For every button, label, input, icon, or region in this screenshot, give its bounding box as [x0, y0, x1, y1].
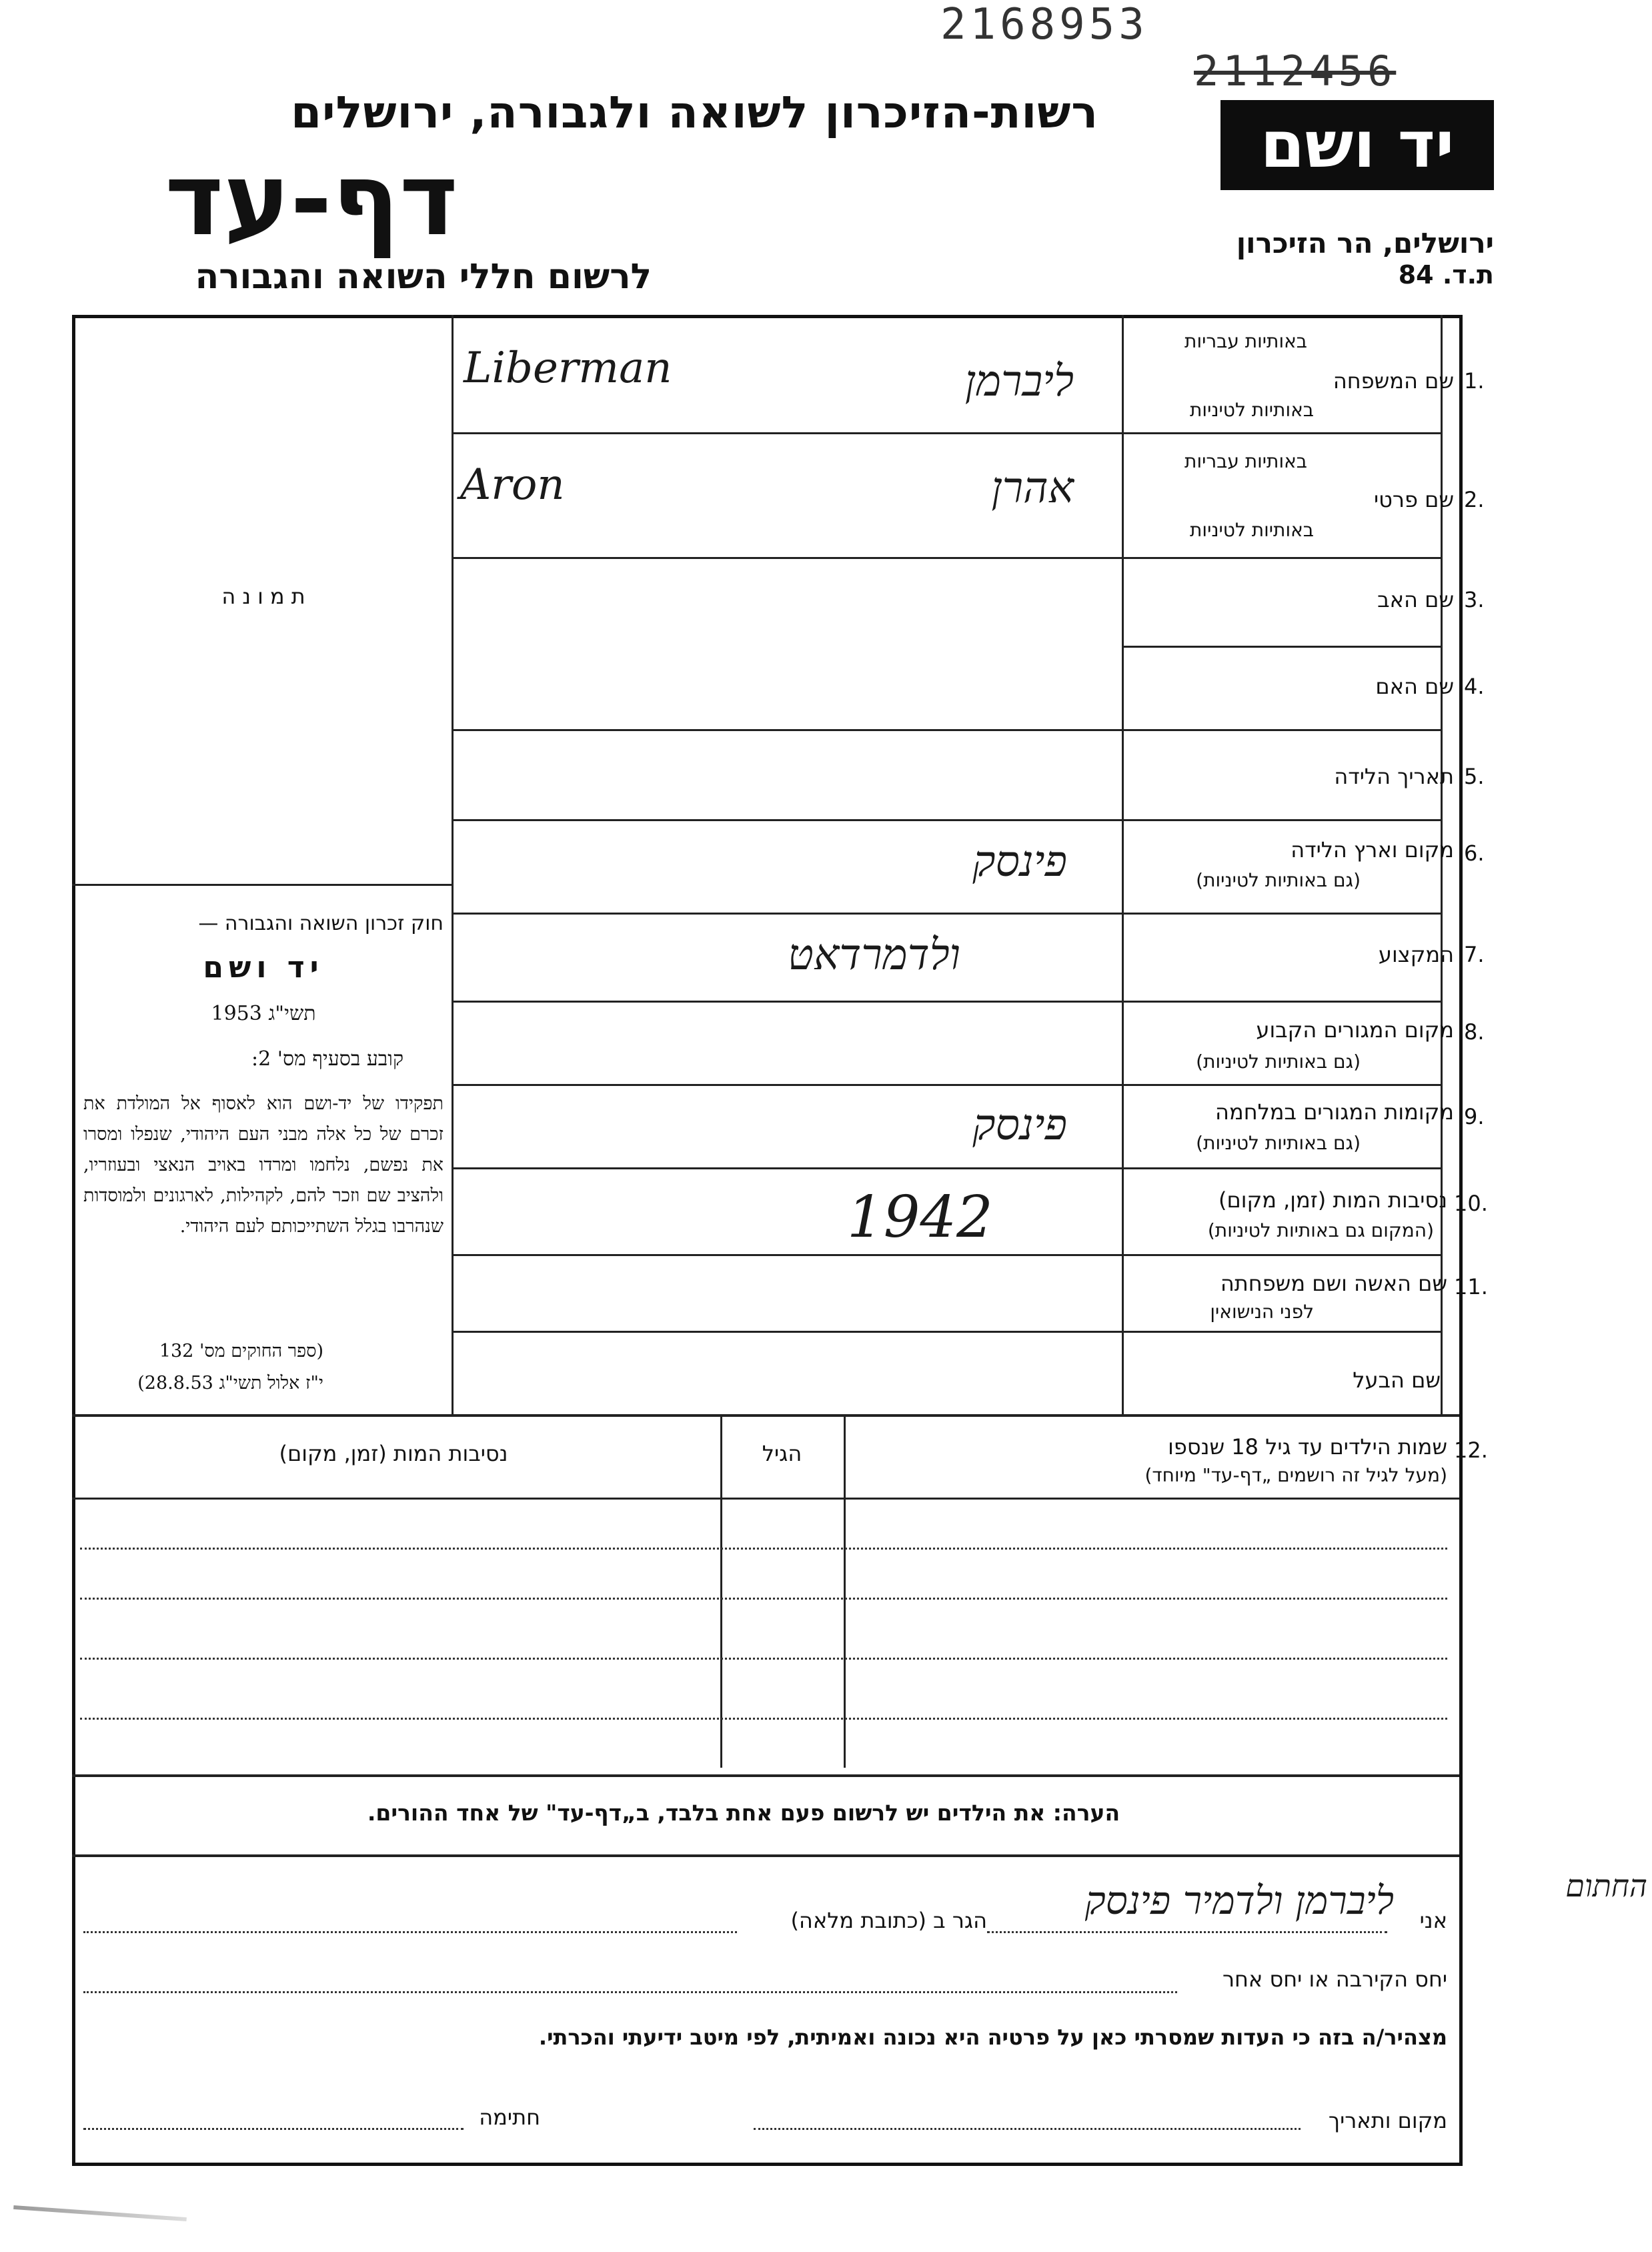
hw-surname-hebrew: ליברמן [964, 357, 1074, 406]
remark-text: הערה: את הילדים יש לרשום פעם אחת בלבד, ב„דף-עד" של אחד ההורים. [367, 1800, 1120, 1826]
place-date-label: מקום ותאריך [1328, 2108, 1447, 2133]
section-divider [72, 1414, 1459, 1417]
field-5-label: תאריך הלידה [1334, 764, 1454, 789]
field-11-note: לפני הנישואין [1210, 1301, 1314, 1323]
row-line [452, 1331, 1442, 1333]
field-4-number: 4. [1464, 674, 1485, 699]
field-8-note: (גם באותיות לטיניות) [1196, 1051, 1361, 1073]
photo-label: תמונה [221, 584, 312, 609]
declaration-residing-label: הגר ב (כתובת מלאה) [790, 1908, 987, 1933]
field-1-number: 1. [1464, 368, 1485, 394]
hw-death-year: 1942 [847, 1184, 993, 1251]
form-subtitle: לרשום חללי השואה והגבורה [195, 257, 652, 297]
field-2-number: 2. [1464, 487, 1485, 512]
field-5-number: 5. [1464, 764, 1485, 789]
hw-birthplace: פינסק [972, 837, 1067, 887]
hw-profession: ולדמרדאט [788, 931, 960, 980]
row-line [1122, 646, 1442, 648]
children-death-header: נסיבות המות (זמן, מקום) [279, 1441, 508, 1466]
row-line [452, 557, 1442, 559]
signature-label: חתימה [479, 2105, 540, 2130]
photo-column-divider [452, 315, 454, 1416]
yad-vashem-logo [1220, 100, 1494, 190]
remark-bottom-line [72, 1854, 1459, 1857]
field-3-label: שם האב [1377, 587, 1454, 612]
hw-firstname-hebrew: אהרן [991, 464, 1074, 513]
law-text: תפקידו של יד-ושם הוא לאסוף אל המולדת את זכרם של כל אלה מבני העם היהודי, שנפלו ומסרו את נפשם, נלחמו ומרדו באויב הנאצי ובעוזריו, ולהציב שם וזכר להם, לקהילות, לארגונים ולמוסדות שנהרבו בגלל השתייכותם לעם היהודי. [83, 1093, 444, 1237]
row-line [452, 819, 1442, 821]
declaration-statement: מצהיר/ה בזה כי העדות שמסרתי כאן על פרטיה היא נכונה ואמיתית, לפי מיטב ידיעתי והכרתי. [538, 2025, 1447, 2050]
declaration-relation-label: יחס הקירבה או יחס אחר [1222, 1966, 1447, 1992]
children-note: (מעל לגיל זה רושמים „דף-עד" מיוחד) [1144, 1464, 1447, 1486]
row-line [452, 729, 1442, 731]
field-1-bottom-hint: באותיות לטיניות [1190, 399, 1314, 421]
field-6-number: 6. [1464, 840, 1485, 866]
field-2-label: שם פרטי [1373, 487, 1454, 512]
children-row-line [80, 1718, 1447, 1720]
archive-stamp-number: 2168953 [940, 0, 1148, 49]
field-11-label: שם האשה ושם משפחתה [1220, 1271, 1447, 1296]
logo-text: יד ושם [1260, 107, 1455, 182]
row-line [452, 432, 1442, 434]
address-line-1: ירושלים, הר הזיכרון [1236, 227, 1494, 259]
field-11-number: 11. [1454, 1274, 1488, 1299]
children-title: שמות הילדים עד גיל 18 שנספו [1168, 1434, 1447, 1460]
hw-firstname-latin: Aron [460, 460, 565, 510]
row-line [452, 1254, 1442, 1256]
field-2-bottom-hint: באותיות לטיניות [1190, 519, 1314, 541]
photo-box-bottom [72, 884, 454, 886]
form-title: דף-עד [165, 142, 458, 258]
place-date-line [754, 2128, 1301, 2130]
field-4-label: שם האם [1375, 674, 1454, 699]
declarant-name-line [987, 1931, 1387, 1933]
field-husband-label: שם הבעל [1353, 1367, 1441, 1393]
field-9-number: 9. [1464, 1104, 1485, 1129]
field-1-top-hint: באותיות עבריות [1184, 330, 1307, 352]
row-line [452, 1084, 1442, 1086]
field-12-number: 12. [1454, 1438, 1488, 1463]
law-citation-1: (ספר החוקים מס' 132 [159, 1341, 323, 1361]
hw-declarant-name: ליברמן ולדמיר פינסק [1084, 1878, 1394, 1923]
inner-right-divider [1441, 315, 1443, 1416]
hw-declarant-margin: החתום [1565, 1868, 1647, 1904]
children-header-line [72, 1498, 1459, 1500]
field-2-top-hint: באותיות עבריות [1184, 450, 1307, 472]
law-name: יד ושם [203, 951, 324, 985]
field-7-number: 7. [1464, 942, 1485, 967]
label-column-divider [1122, 315, 1124, 1416]
field-9-note: (גם באותיות לטיניות) [1196, 1132, 1361, 1154]
field-3-number: 3. [1464, 587, 1485, 612]
crossed-stamp-number: 2112456 [1194, 47, 1397, 95]
field-1-label: שם המשפחה [1333, 368, 1454, 394]
row-line [452, 913, 1442, 915]
law-heading: חוק זכרון השואה והגבורה — [198, 912, 444, 935]
children-row-line [80, 1548, 1447, 1550]
field-9-label: מקומות המגורים במלחמה [1215, 1099, 1454, 1125]
residence-line [83, 1931, 737, 1933]
field-10-label: נסיבות המות (זמן, מקום) [1218, 1187, 1447, 1213]
signature-line [83, 2128, 464, 2130]
field-8-label: מקום המגורים הקבוע [1256, 1017, 1454, 1043]
children-row-line [80, 1598, 1447, 1600]
children-row-line [80, 1658, 1447, 1660]
law-year: תשי"ג 1953 [211, 1002, 316, 1025]
field-6-label: מקום וארץ הלידה [1291, 837, 1454, 863]
field-10-note: (המקום גם באותיות לטיניות) [1207, 1219, 1434, 1241]
children-age-divider-left [720, 1414, 722, 1768]
address-line-2: ת.ד. 84 [1398, 260, 1494, 290]
scan-artifact [13, 2205, 187, 2221]
relation-line [83, 1991, 1177, 1993]
field-6-note: (גם באותיות לטיניות) [1196, 869, 1361, 891]
field-7-label: המקצוע [1378, 942, 1454, 967]
row-line [452, 1001, 1442, 1003]
declaration-i-label: אני [1419, 1908, 1447, 1933]
authority-title: רשות-הזיכרון לשואה ולגבורה, ירושלים [291, 87, 1098, 138]
children-age-divider-right [844, 1414, 846, 1768]
field-10-number: 10. [1454, 1191, 1488, 1216]
remark-top-line [72, 1774, 1459, 1777]
hw-surname-latin: Liberman [464, 344, 672, 393]
hw-wartime-residence: פינסק [972, 1101, 1067, 1150]
field-8-number: 8. [1464, 1019, 1485, 1045]
children-age-header: הגיל [762, 1441, 802, 1466]
law-citation-2: י"ז אלול תשי"ג 28.8.53) [137, 1373, 323, 1393]
law-clause: קובע בסעיף מס' 2: [251, 1047, 403, 1071]
row-line [452, 1167, 1442, 1169]
